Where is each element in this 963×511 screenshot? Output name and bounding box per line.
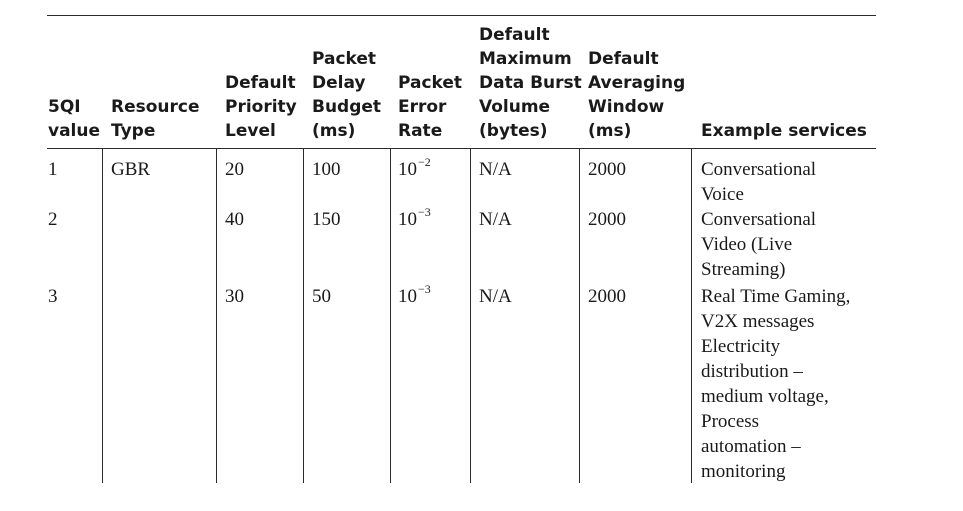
- cell-5qi-value: 2: [48, 209, 58, 230]
- cell-priority-level: 30: [225, 286, 244, 307]
- header-default-averaging-window: Default Averaging Window (ms): [588, 49, 686, 141]
- column-divider: [390, 149, 391, 483]
- header-example-services: Example services: [701, 121, 867, 141]
- header-packet-delay-budget: Packet Delay Budget (ms): [312, 49, 382, 141]
- per-exponent: −3: [418, 282, 431, 296]
- per-exponent: −3: [418, 205, 431, 219]
- cell-delay-budget: 100: [312, 159, 341, 180]
- column-divider: [303, 149, 304, 483]
- cell-delay-budget: 150: [312, 209, 341, 230]
- cell-averaging-window: 2000: [588, 209, 626, 230]
- cell-data-burst-volume: N/A: [479, 209, 512, 230]
- cell-5qi-value: 1: [48, 159, 58, 180]
- cell-packet-error-rate: [398, 207, 431, 234]
- header-default-max-data-burst-volume: Default Maximum Data Burst Volume (bytes): [479, 25, 582, 141]
- cell-example-services: Real Time Gaming, V2X messages Electricity distribution – medium voltage, Process automation – monitoring: [701, 286, 851, 482]
- cell-example-services: Conversational Video (Live Streaming): [701, 209, 817, 280]
- cell-priority-level: 40: [225, 209, 244, 230]
- cell-example-services: Conversational Voice: [701, 159, 817, 205]
- column-divider: [470, 149, 471, 483]
- header-resource-type: Resource Type: [111, 97, 200, 141]
- cell-data-burst-volume: N/A: [479, 159, 512, 180]
- per-base: 10: [398, 209, 417, 230]
- cell-priority-level: 20: [225, 159, 244, 180]
- cell-5qi-value: 3: [48, 286, 58, 307]
- cell-delay-budget: 50: [312, 286, 331, 307]
- column-divider: [216, 149, 217, 483]
- cell-packet-error-rate: [398, 157, 431, 184]
- column-divider: [579, 149, 580, 483]
- table-top-rule: [47, 15, 876, 16]
- per-base: 10: [398, 159, 417, 180]
- header-bottom-rule: [47, 148, 876, 149]
- per-exponent: −2: [418, 155, 431, 169]
- cell-resource-type: GBR: [111, 159, 151, 180]
- cell-averaging-window: 2000: [588, 159, 626, 180]
- header-packet-error-rate: Packet Error Rate: [398, 73, 463, 141]
- cell-averaging-window: 2000: [588, 286, 626, 307]
- header-5qi-value: 5QI value: [48, 97, 101, 141]
- column-divider: [102, 149, 103, 483]
- cell-packet-error-rate: [398, 284, 431, 311]
- header-default-priority-level: Default Priority Level: [225, 73, 297, 141]
- column-divider: [691, 149, 692, 483]
- per-base: 10: [398, 286, 417, 307]
- cell-data-burst-volume: N/A: [479, 286, 512, 307]
